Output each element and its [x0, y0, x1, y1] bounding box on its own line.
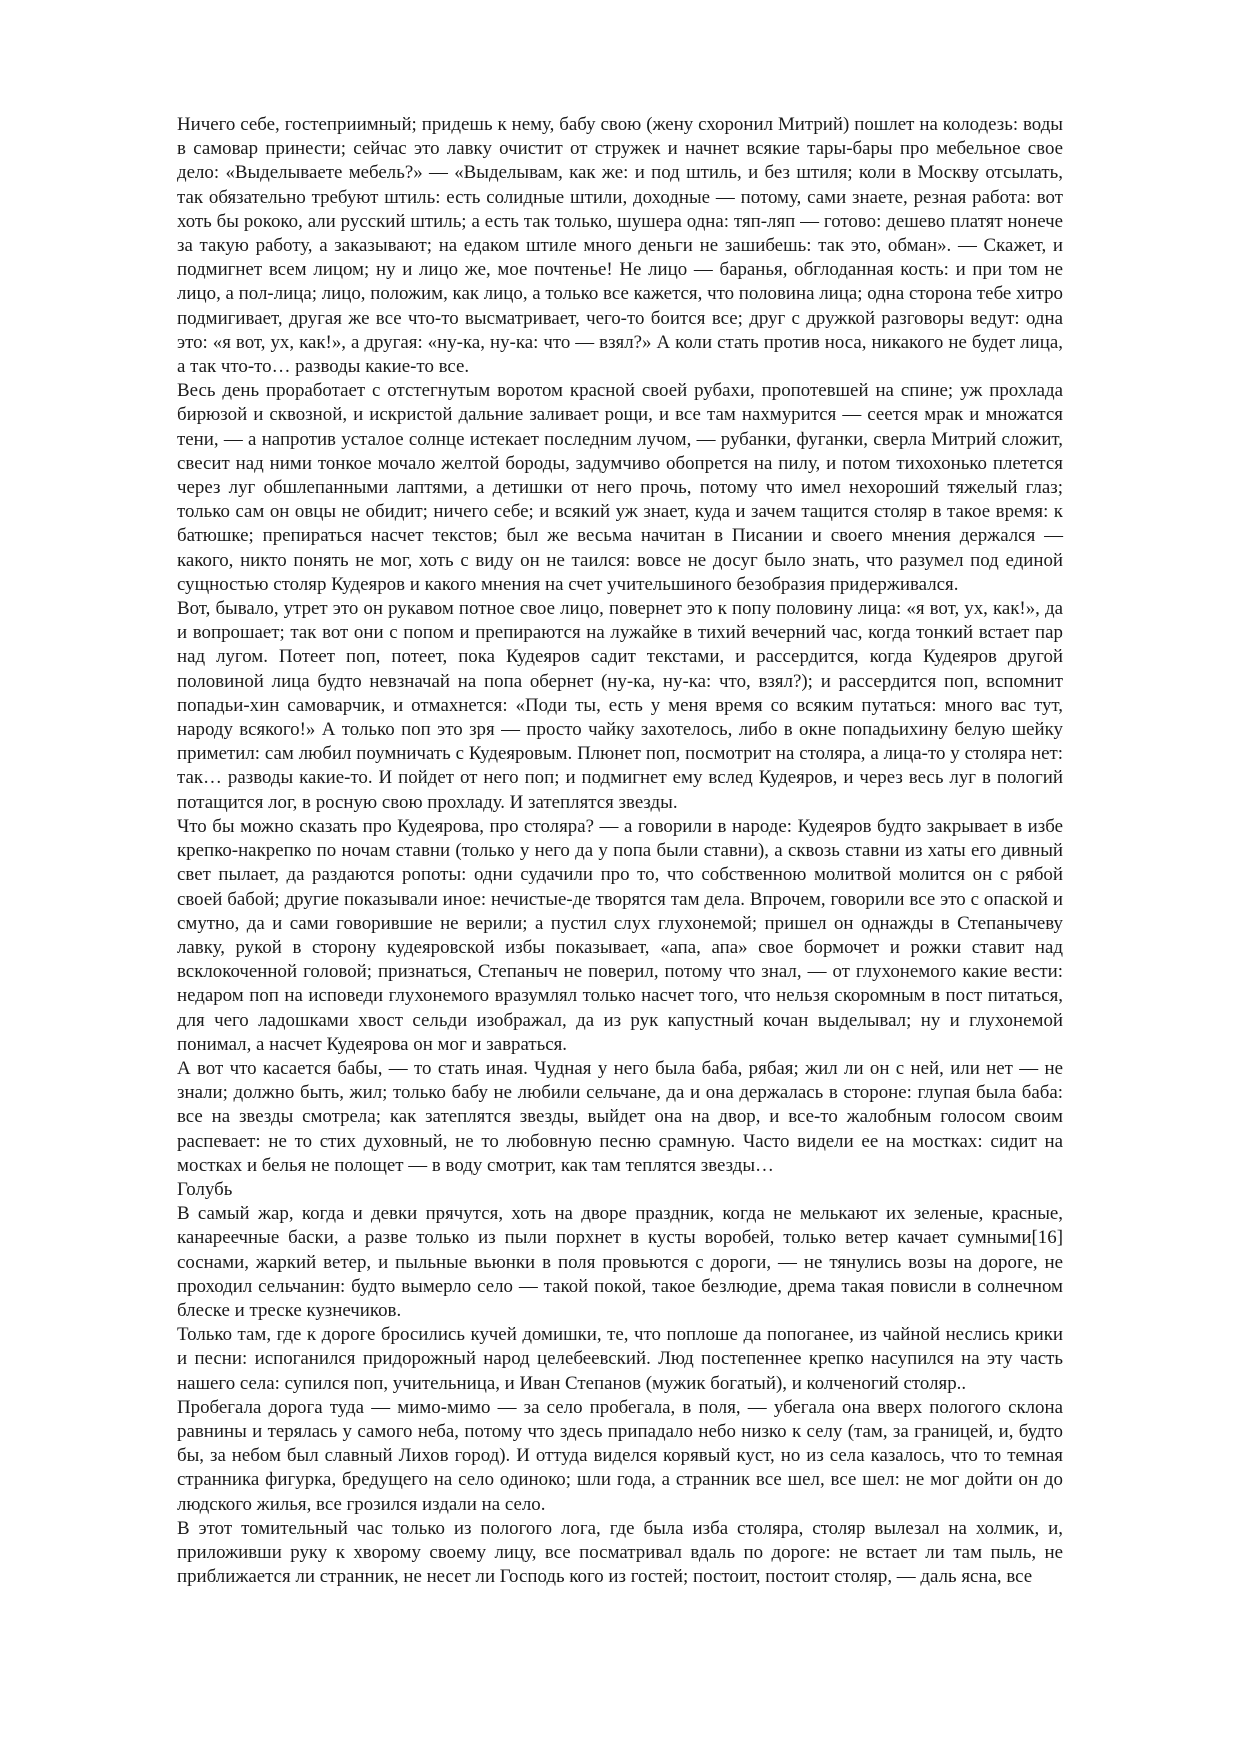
paragraph: Пробегала дорога туда — мимо-мимо — за село пробегала, в поля, — убегала она вверх пологого склона равнины и терялась у самого неба, потому что здесь припадало небо низко к селу (там, за границей, и, будто бы, за небом был славный Лихов город). И оттуда виделся корявый куст, но из села казалось, что то темная странника фигурка, бредущего на село одиноко; шли года, а странник все шел, все шел: не мог дойти он до людского жилья, все грозился издали на село.	[177, 1396, 1063, 1515]
paragraph: Весь день проработает с отстегнутым воротом красной своей рубахи, пропотевшей на спине; уж прохлада бирюзой и сквозной, и искристой дальние заливает рощи, и все там нахмурится — сеется мрак и множатся тени, — а напротив усталое солнце истекает последним лучом, — рубанки, фуганки, сверла Митрий сложит, свесит над ними тонкое мочало желтой бороды, задумчиво обопрется на пилу, и потом тихохонько плетется через луг обшлепанными лаптями, а детишки от него прочь, потому что имел нехороший тяжелый глаз; только сам он овцы не обидит; ничего себе; и всякий уж знает, куда и зачем тащится столяр в такое время: к батюшке; препираться насчет текстов; был же весьма начитан в Писании и своего мнения держался — какого, никто понять не мог, хоть с виду он не таился: вовсе не досуг было знать, что разумел под единой сущностью столяр Кудеяров и какого мнения на счет учительшиного безобразия придерживался.	[177, 380, 1063, 595]
section-title: Голубь	[177, 1178, 233, 1200]
paragraph: Что бы можно сказать про Кудеярова, про столяра? — а говорили в народе: Кудеяров будто закрывает в избе крепко-накрепко по ночам ставни (только у него да у попа были ставни), а сквозь ставни из хаты его дивный свет пылает, да раздаются ропоты: одни судачили про то, что собственною молитвой молится он с рябой своей бабой; другие показывали иное: нечистые-де творятся там дела. Впрочем, говорили все это с опаской и смутно, да и сами говорившие не верили; а пустил слух глухонемой; пришел он однажды в Степанычеву лавку, рукой в сторону кудеяровской избы показывает, «апа, апа» свое бормочет и рожки ставит над всклокоченной головой; признаться, Степаныч не поверил, потому что знал, — от глухонемого какие вести: недаром поп на исповеди глухонемого вразумлял только насчет того, что нельзя скоромным в пост питаться, для чего ладошками хвост сельди изображал, да из рук капустный кочан выделывал; ну и глухонемой понимал, а насчет Кудеярова он мог и завраться.	[177, 815, 1063, 1055]
document-page	[177, 113, 1063, 1589]
paragraph: В самый жар, когда и девки прячутся, хоть на дворе праздник, когда не мелькают их зеленые, красные, канареечные баски, а разве только из пыли порхнет в кусты воробей, только ветер качает сумными[16] соснами, жаркий ветер, и пыльные вьюнки в поля провьются с дороги, — не тянулись возы на дороге, не проходил сельчанин: будто вымерло село — такой покой, такое безлюдие, дрема такая повисли в солнечном блеске и треске кузнечиков.	[177, 1203, 1063, 1321]
paragraph: Только там, где к дороге бросились кучей домишки, те, что поплоше да попоганее, из чайной неслись крики и песни: испоганился придорожный народ целебеевский. Люд постепеннее крепко насупился на эту часть нашего села: супился поп, учительница, и Иван Степанов (мужик богатый), и колченогий столяр..	[177, 1324, 1063, 1394]
chapter-text-part2	[177, 1202, 1063, 1589]
paragraph: Вот, бывало, утрет это он рукавом потное свое лицо, повернет это к попу половину лица: «я вот, ух, как!», да и вопрошает; так вот они с попом и препираются на лужайке в тихий вечерний час, когда тонкий встает пар над лугом. Потеет поп, потеет, пока Кудеяров садит текстами, и рассердится, когда Кудеяров другой половиной лица будто невзначай на попа обернет (ну-ка, ну-ка: что, взял?); и рассердится поп, вспомнит попадьи-хин самоварчик, и отмахнется: «Поди ты, есть у меня время со всяким путаться: много вас тут, народу всякого!» А только поп это зря — просто чайку захотелось, либо в окне попадьихину белую шейку приметил: сам любил поумничать с Кудеяровым. Плюнет поп, посмотрит на столяра, а лица-то у столяра нет: так… разводы какие-то. И пойдет от него поп; и подмигнет ему вслед Кудеяров, и через весь луг в пологий потащится лог, в росную свою прохладу. И затеплятся звезды.	[177, 598, 1063, 813]
paragraph: А вот что касается бабы, — то стать иная. Чудная у него была баба, рябая; жил ли он с ней, или нет — не знали; должно быть, жил; только бабу не любили сельчане, да и она держалась в стороне: глупая была баба: все на звезды смотрела; как затеплятся звезды, выйдет она на двор, и все-то жалобным голосом своим распевает: не то стих духовный, не то любовную песню срамную. Часто видели ее на мостках: сидит на мостках и белья не полощет — в воду смотрит, как там теплятся звезды…	[177, 1057, 1063, 1176]
paragraph: В этот томительный час только из пологого лога, где была изба столяра, столяр вылезал на холмик, и, приложивши руку к хворому своему лицу, все посматривал вдаль по дороге: не встает ли там пыль, не приближается ли странник, не несет ли Господь кого из гостей; постоит, постоит столяр, — даль ясна, все	[177, 1517, 1063, 1588]
paragraph: Ничего себе, гостеприимный; придешь к нему, бабу свою (жену схоронил Митрий) пошлет на колодезь: воды в самовар принести; сейчас это лавку очистит от стружек и начнет всякие тары-бары про мебельное свое дело: «Выделываете мебель?» — «Выделывам, как же: и под штиль, и без штиля; коли в Москву отсылать, так обязательно требуют штиль: есть солидные штили, доходные — потому, сами знаете, резная работа: вот хоть бы рококо, али русский штиль; а есть так только, шушера одна: тяп-ляп — готово: дешево платят нонече за такую работу, а заказывают; на едаком штиле много деньги не зашибешь: так это, обман». — Скажет, и подмигнет всем лицом; ну и лицо же, мое почтенье! Не лицо — баранья, обглоданная кость: и при том не лицо, а пол-лица; лицо, положим, как лицо, а только все кажется, что половина лица; одна сторона тебе хитро подмигивает, другая же все что-то высматривает, чего-то боится все; друг с дружкой разговоры ведут: одна это: «я вот, ух, как!», а другая: «ну-ка, ну-ка: что — взял?» А коли стать против носа, никакого не будет лица, а так что-то… разводы какие-то все.	[177, 114, 1063, 378]
chapter-text-part1	[177, 113, 1063, 1178]
